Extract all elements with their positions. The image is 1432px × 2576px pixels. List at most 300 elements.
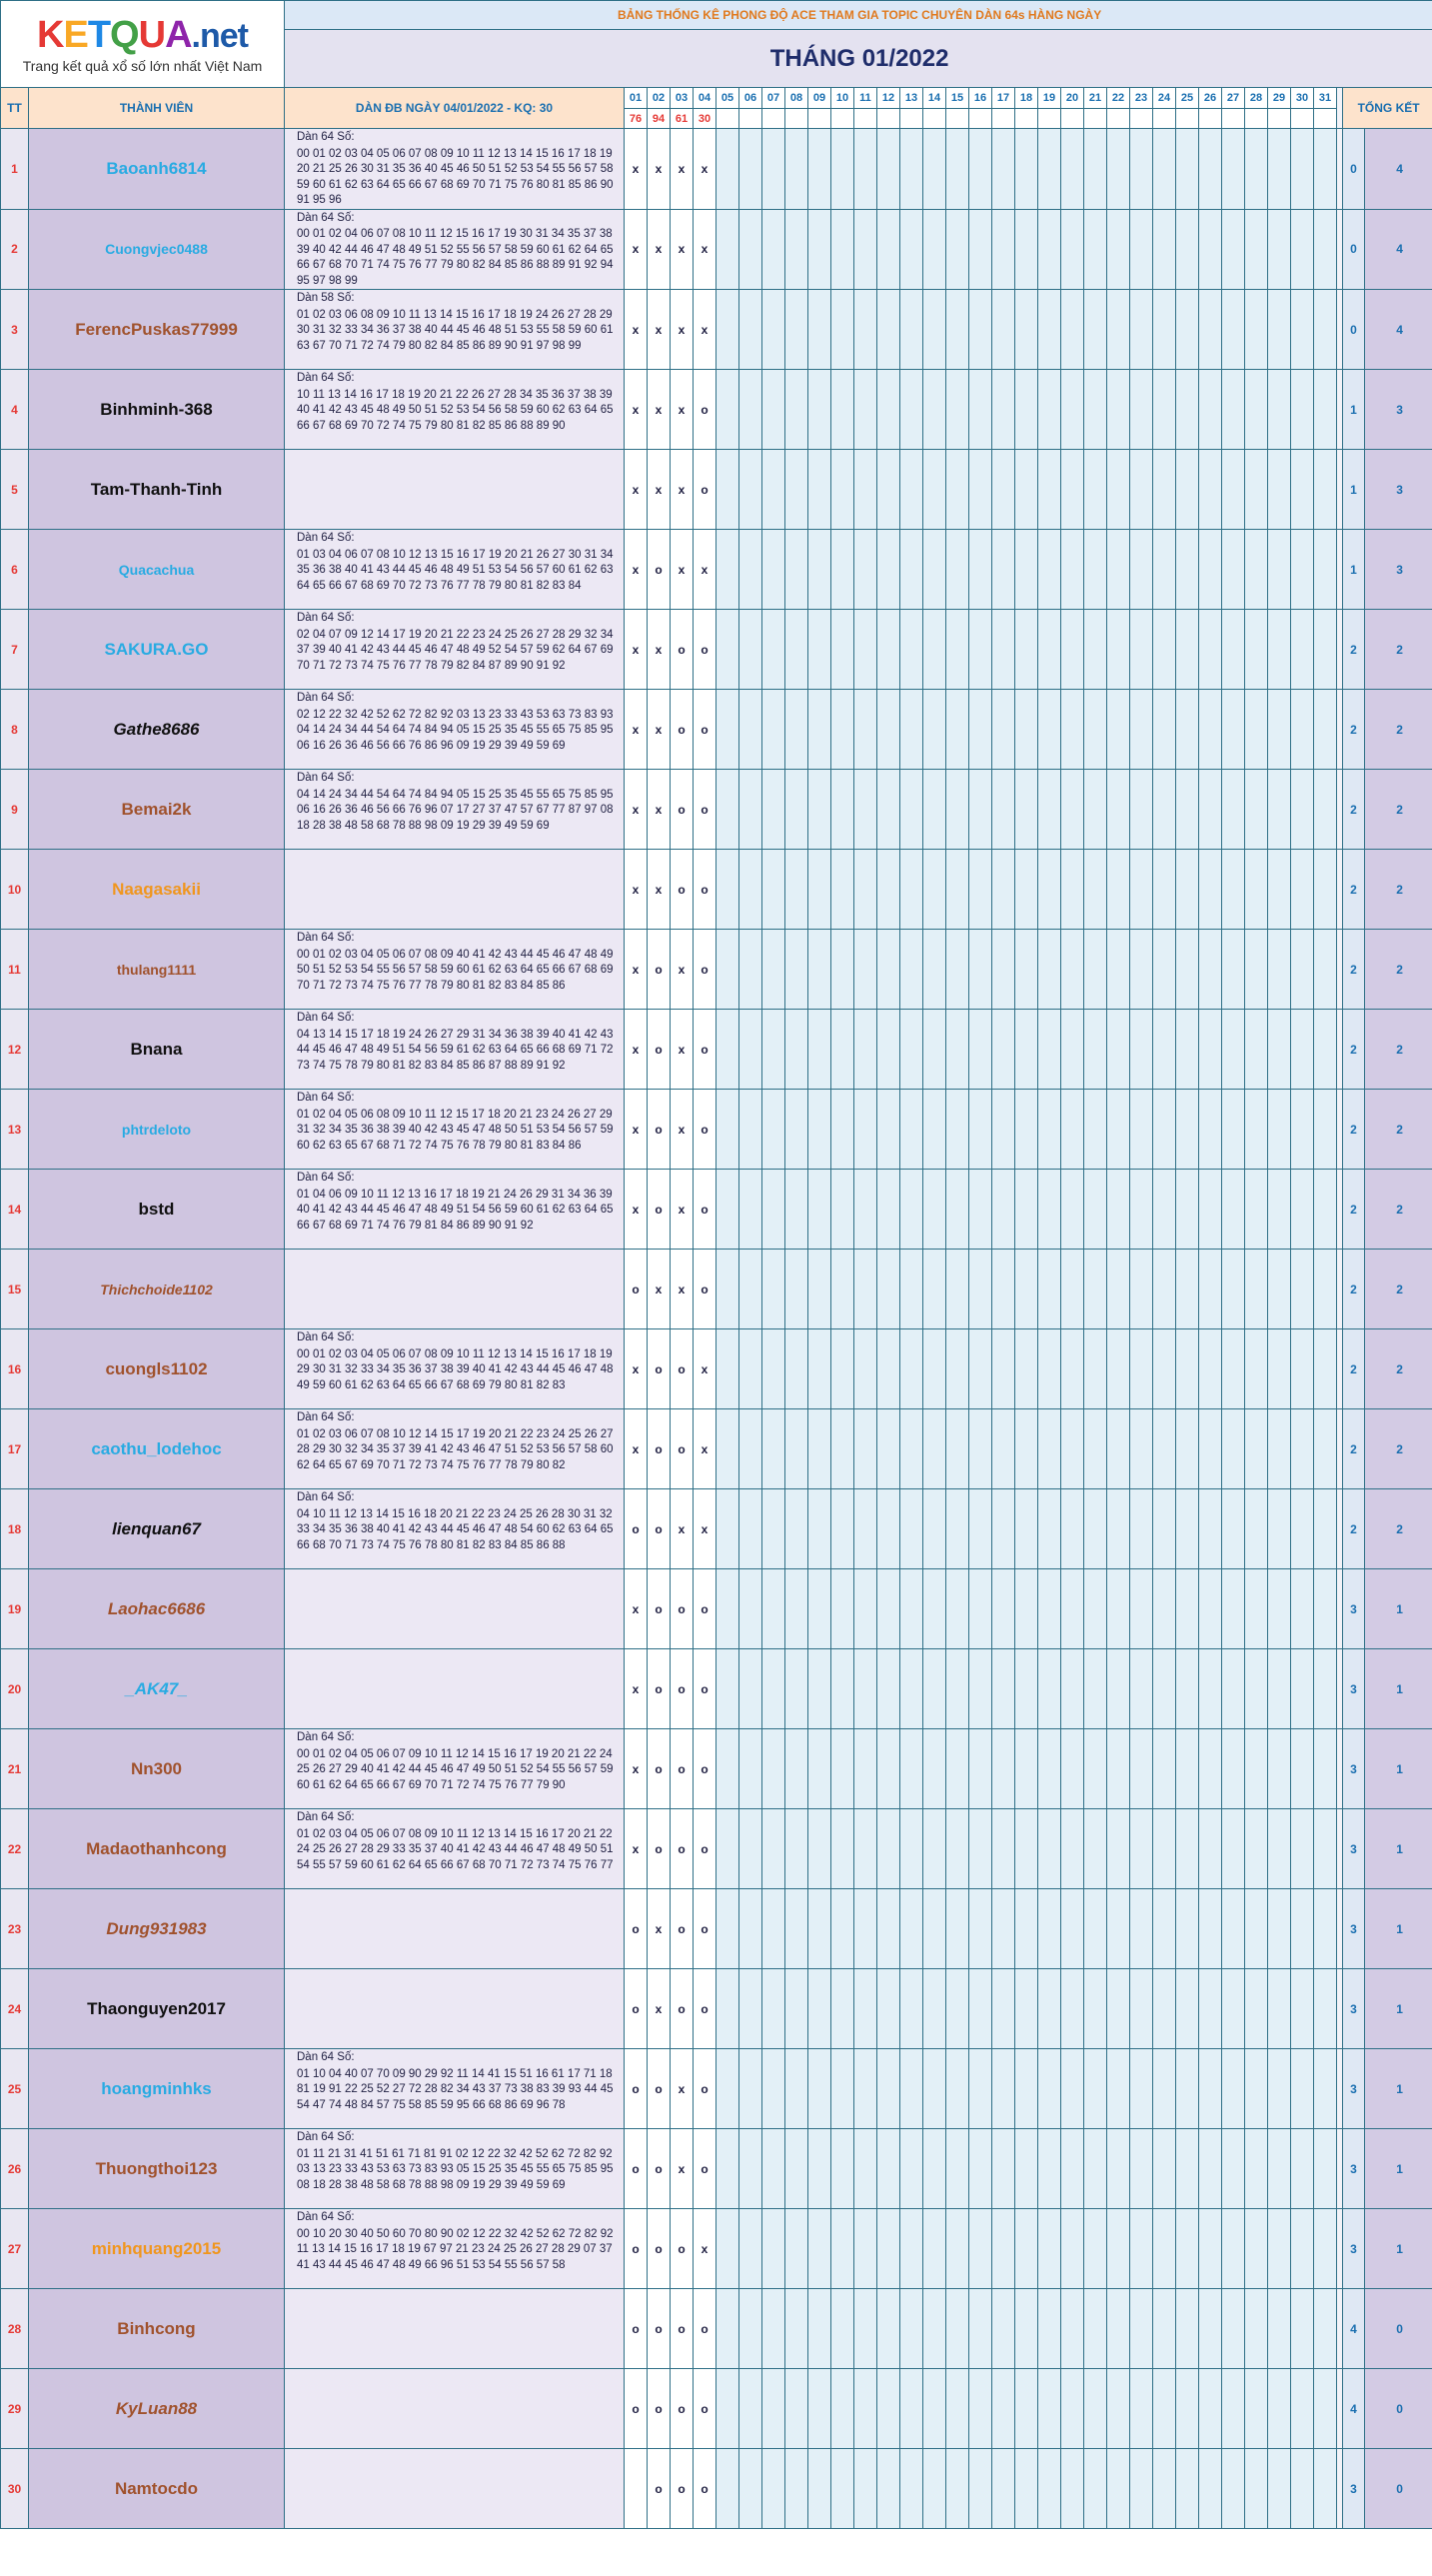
day-mark-cell [785, 690, 808, 770]
member-name[interactable]: Dung931983 [29, 1889, 285, 1969]
day-mark-cell [1153, 1170, 1176, 1250]
day-mark-cell [900, 770, 923, 850]
member-name[interactable]: lienquan67 [29, 1489, 285, 1569]
day-mark-cell [1107, 770, 1130, 850]
day-mark-cell: o [648, 2369, 671, 2449]
day-mark-cell: o [671, 1409, 694, 1489]
day-mark-cell [1199, 610, 1222, 690]
table-row [1, 370, 1432, 450]
day-mark-cell [1061, 1329, 1084, 1409]
day-mark-cell [1176, 1889, 1199, 1969]
day-mark-cell [969, 129, 992, 210]
day-mark-cell [877, 1010, 900, 1090]
day-mark-cell [1268, 530, 1291, 610]
result-cell-08 [785, 109, 808, 129]
day-mark-cell [1291, 450, 1314, 530]
total-miss: 2 [1365, 690, 1432, 770]
day-mark-cell: x [625, 1729, 648, 1809]
row-number: 28 [1, 2289, 29, 2369]
day-mark-cell [946, 2209, 969, 2289]
day-mark-cell [854, 1090, 877, 1170]
day-mark-cell [923, 129, 946, 210]
day-mark-cell [900, 1489, 923, 1569]
day-mark-cell: o [648, 530, 671, 610]
total-correct: 2 [1343, 850, 1365, 930]
day-mark-cell [1015, 1409, 1038, 1489]
day-mark-cell: o [671, 770, 694, 850]
day-mark-cell [1176, 1809, 1199, 1889]
dan-title: Dàn 64 Số: [297, 1092, 355, 1104]
member-name[interactable]: SAKURA.GO [29, 610, 285, 690]
day-mark-cell [739, 1250, 762, 1329]
day-mark-cell [1199, 450, 1222, 530]
day-mark-cell [1199, 2449, 1222, 2529]
day-mark-cell [900, 850, 923, 930]
day-mark-cell: o [694, 1569, 716, 1649]
day-mark-cell [969, 1170, 992, 1250]
member-name[interactable]: Quacachua [29, 530, 285, 610]
day-mark-cell [1015, 209, 1038, 290]
day-mark-cell [969, 450, 992, 530]
day-mark-cell [1176, 2369, 1199, 2449]
day-mark-cell [1130, 1649, 1153, 1729]
total-miss: 2 [1365, 1090, 1432, 1170]
day-mark-cell [762, 770, 785, 850]
dan-numbers-cell [285, 2129, 625, 2209]
day-mark-cell [808, 690, 831, 770]
table-row [1, 1969, 1432, 2049]
day-mark-cell [1153, 930, 1176, 1010]
day-mark-cell [1015, 1010, 1038, 1090]
day-mark-cell [1222, 209, 1245, 290]
member-name[interactable]: Bemai2k [29, 770, 285, 850]
day-mark-cell [716, 129, 739, 210]
day-mark-cell [1084, 1010, 1107, 1090]
day-mark-cell [1314, 1649, 1337, 1729]
row-number: 12 [1, 1010, 29, 1090]
member-name[interactable]: Binhcong [29, 2289, 285, 2369]
day-mark-cell: x [648, 450, 671, 530]
day-mark-cell [1268, 129, 1291, 210]
day-mark-cell [1015, 1170, 1038, 1250]
day-mark-cell [1015, 1329, 1038, 1409]
total-miss: 3 [1365, 450, 1432, 530]
day-mark-cell [1268, 290, 1291, 370]
dan-numbers: 01 11 21 31 41 51 61 71 81 91 02 12 22 32 42 52 62 72 82 92 03 13 23 33 43 53 63 73 83 93 05 15 25 35 45 55 65 75 85 95 08 18 28 38 48 58 68 78 88 98 09 19 29 39 49 59 69 [297, 2147, 614, 2191]
day-mark-cell [1245, 1969, 1268, 2049]
day-mark-cell [1176, 610, 1199, 690]
day-header-24: 24 [1153, 88, 1176, 109]
table-row [1, 690, 1432, 770]
day-mark-cell [1061, 690, 1084, 770]
day-mark-cell [1084, 2129, 1107, 2209]
day-mark-cell [1130, 850, 1153, 930]
day-mark-cell [992, 1010, 1015, 1090]
result-cell-30 [1291, 109, 1314, 129]
day-mark-cell: o [671, 1329, 694, 1409]
day-mark-cell [992, 129, 1015, 210]
day-mark-cell [1153, 450, 1176, 530]
day-mark-cell [1038, 1809, 1061, 1889]
day-mark-cell [1245, 530, 1268, 610]
day-mark-cell [1176, 2209, 1199, 2289]
day-mark-cell [1107, 1010, 1130, 1090]
member-name[interactable]: Thaonguyen2017 [29, 1969, 285, 2049]
day-mark-cell: o [694, 1969, 716, 2049]
day-mark-cell [1245, 1329, 1268, 1409]
day-mark-cell [716, 1969, 739, 2049]
table-row [1, 1569, 1432, 1649]
day-mark-cell [1314, 370, 1337, 450]
member-name[interactable]: Binhminh-368 [29, 370, 285, 450]
day-mark-cell [831, 2369, 854, 2449]
day-mark-cell [1038, 1649, 1061, 1729]
day-header-06: 06 [739, 88, 762, 109]
row-number: 3 [1, 290, 29, 370]
day-header-08: 08 [785, 88, 808, 109]
day-mark-cell [1268, 1729, 1291, 1809]
result-cell-16 [969, 109, 992, 129]
day-mark-cell [877, 1649, 900, 1729]
day-mark-cell [1038, 2369, 1061, 2449]
day-mark-cell [831, 209, 854, 290]
day-mark-cell [1061, 1250, 1084, 1329]
dan-numbers [285, 1251, 624, 1252]
day-mark-cell [785, 1250, 808, 1329]
day-mark-cell: x [694, 1329, 716, 1409]
day-mark-cell [1130, 1969, 1153, 2049]
day-mark-cell [1038, 610, 1061, 690]
day-mark-cell [1291, 370, 1314, 450]
day-mark-cell [1061, 1409, 1084, 1489]
day-mark-cell: o [648, 2209, 671, 2289]
day-header-16: 16 [969, 88, 992, 109]
day-mark-cell [716, 690, 739, 770]
day-mark-cell [808, 850, 831, 930]
day-mark-cell [923, 290, 946, 370]
day-mark-cell [739, 1090, 762, 1170]
day-mark-cell [1314, 1569, 1337, 1649]
result-cell-22 [1107, 109, 1130, 129]
day-mark-cell [808, 930, 831, 1010]
member-name[interactable]: Tam-Thanh-Tinh [29, 450, 285, 530]
day-mark-cell [1314, 129, 1337, 210]
day-mark-cell [1176, 1729, 1199, 1809]
member-name[interactable]: Namtocdo [29, 2449, 285, 2529]
day-mark-cell [1314, 1889, 1337, 1969]
day-mark-cell [739, 1889, 762, 1969]
dan-numbers: 00 01 02 04 05 06 07 09 10 11 12 14 15 16 17 19 20 21 22 24 25 26 27 29 40 41 42 44 45 46 47 49 50 51 52 54 55 56 57 59 60 61 62 64 65 66 67 69 70 71 72 74 75 76 77 79 90 [297, 1747, 614, 1791]
day-mark-cell [1038, 690, 1061, 770]
day-mark-cell [1291, 209, 1314, 290]
day-mark-cell [1222, 1729, 1245, 1809]
day-mark-cell [854, 1010, 877, 1090]
day-mark-cell [831, 1010, 854, 1090]
day-mark-cell [1176, 2129, 1199, 2209]
member-name[interactable]: FerencPuskas77999 [29, 290, 285, 370]
day-mark-cell [1130, 290, 1153, 370]
day-mark-cell [1176, 1329, 1199, 1409]
day-mark-cell: o [625, 1889, 648, 1969]
day-mark-cell: x [648, 209, 671, 290]
day-mark-cell [1245, 610, 1268, 690]
day-mark-cell [877, 1489, 900, 1569]
day-mark-cell [1245, 1809, 1268, 1889]
day-mark-cell [992, 1809, 1015, 1889]
day-mark-cell [877, 1250, 900, 1329]
dan-numbers-cell [285, 2369, 625, 2449]
day-mark-cell [877, 770, 900, 850]
day-mark-cell [1314, 770, 1337, 850]
row-number: 19 [1, 1569, 29, 1649]
day-header-11: 11 [854, 88, 877, 109]
day-mark-cell [808, 2129, 831, 2209]
day-mark-cell [877, 2209, 900, 2289]
day-mark-cell [854, 770, 877, 850]
member-name[interactable]: caothu_lodehoc [29, 1409, 285, 1489]
row-number: 10 [1, 850, 29, 930]
member-name[interactable]: bstd [29, 1170, 285, 1250]
day-mark-cell [946, 690, 969, 770]
day-mark-cell [831, 770, 854, 850]
total-correct: 2 [1343, 770, 1365, 850]
day-mark-cell [1314, 1010, 1337, 1090]
member-name[interactable]: Gathe8686 [29, 690, 285, 770]
day-mark-cell [992, 1329, 1015, 1409]
result-cell-26 [1199, 109, 1222, 129]
dan-title: Dàn 64 Số: [297, 1172, 355, 1184]
day-mark-cell [1222, 1250, 1245, 1329]
dan-title: Dàn 64 Số: [297, 1731, 355, 1743]
day-mark-cell [739, 930, 762, 1010]
day-mark-cell [739, 1649, 762, 1729]
day-mark-cell [808, 1329, 831, 1409]
day-mark-cell [1176, 530, 1199, 610]
member-name[interactable]: Madaothanhcong [29, 1809, 285, 1889]
day-mark-cell: x [648, 1889, 671, 1969]
dan-numbers: 00 01 02 04 06 07 08 10 11 12 15 16 17 19 30 31 34 35 37 38 39 40 42 44 46 47 48 49 51 52 55 56 57 58 59 60 61 62 64 65 66 67 68 70 71 74 75 76 77 79 80 82 84 85 86 88 89 91 92 94 95 97 98 99 [297, 228, 614, 287]
day-mark-cell [808, 2289, 831, 2369]
day-mark-cell [808, 2449, 831, 2529]
day-mark-cell [992, 1489, 1015, 1569]
day-mark-cell [877, 370, 900, 450]
dan-title: Dàn 64 Số: [297, 2131, 355, 2143]
dan-numbers-cell [285, 610, 625, 690]
day-mark-cell [992, 2049, 1015, 2129]
day-mark-cell [946, 1489, 969, 1569]
day-mark-cell [808, 1889, 831, 1969]
day-mark-cell [762, 530, 785, 610]
table-row [1, 2209, 1432, 2289]
member-name[interactable]: minhquang2015 [29, 2209, 285, 2289]
member-name[interactable]: Thuongthoi123 [29, 2129, 285, 2209]
member-name[interactable]: hoangminhks [29, 2049, 285, 2129]
dan-numbers-cell [285, 370, 625, 450]
day-header-18: 18 [1015, 88, 1038, 109]
day-mark-cell [923, 2369, 946, 2449]
row-number: 6 [1, 530, 29, 610]
day-mark-cell [900, 1170, 923, 1250]
day-mark-cell [923, 209, 946, 290]
day-mark-cell [946, 1569, 969, 1649]
table-row [1, 1809, 1432, 1889]
day-mark-cell [854, 1329, 877, 1409]
day-mark-cell [992, 370, 1015, 450]
day-mark-cell [1222, 1170, 1245, 1250]
day-mark-cell [716, 530, 739, 610]
day-mark-cell: x [648, 850, 671, 930]
day-mark-cell [1268, 1569, 1291, 1649]
day-mark-cell [762, 209, 785, 290]
day-mark-cell [1038, 1969, 1061, 2049]
result-cell-28 [1245, 109, 1268, 129]
day-mark-cell [1061, 930, 1084, 1010]
total-correct: 4 [1343, 2369, 1365, 2449]
member-name[interactable]: Laohac6686 [29, 1569, 285, 1649]
day-mark-cell [785, 129, 808, 210]
logo-tagline: Trang kết quả xổ số lớn nhất Việt Nam [22, 57, 263, 74]
day-mark-cell [1084, 1729, 1107, 1809]
day-mark-cell [1153, 1649, 1176, 1729]
day-mark-cell [1176, 370, 1199, 450]
day-mark-cell [1107, 1170, 1130, 1250]
day-mark-cell [1199, 370, 1222, 450]
row-number: 11 [1, 930, 29, 1010]
day-mark-cell [854, 1489, 877, 1569]
result-cell-07 [762, 109, 785, 129]
day-mark-cell [1084, 690, 1107, 770]
day-mark-cell: o [694, 1729, 716, 1809]
day-header-31: 31 [1314, 88, 1337, 109]
day-mark-cell [739, 370, 762, 450]
day-mark-cell [1268, 1250, 1291, 1329]
day-mark-cell [739, 129, 762, 210]
member-name[interactable]: Nn300 [29, 1729, 285, 1809]
result-cell-11 [854, 109, 877, 129]
day-mark-cell: x [625, 1569, 648, 1649]
member-name[interactable]: cuongls1102 [29, 1329, 285, 1409]
day-mark-cell [1291, 1250, 1314, 1329]
day-mark-cell [854, 530, 877, 610]
day-mark-cell [946, 1729, 969, 1809]
day-mark-cell [900, 450, 923, 530]
day-mark-cell [1314, 610, 1337, 690]
day-mark-cell [969, 2049, 992, 2129]
day-mark-cell: o [671, 2209, 694, 2289]
day-mark-cell: o [648, 930, 671, 1010]
day-mark-cell: o [648, 1809, 671, 1889]
day-mark-cell [739, 450, 762, 530]
day-mark-cell [1291, 290, 1314, 370]
day-mark-cell [762, 1729, 785, 1809]
day-mark-cell [808, 1969, 831, 2049]
member-name[interactable]: _AK47_ [29, 1649, 285, 1729]
day-mark-cell [1038, 129, 1061, 210]
day-mark-cell [1245, 1409, 1268, 1489]
month-title: THÁNG 01/2022 [285, 30, 1432, 88]
day-mark-cell [831, 1090, 854, 1170]
day-mark-cell [1153, 370, 1176, 450]
member-name[interactable]: Cuongvjec0488 [29, 209, 285, 290]
day-mark-cell [923, 2049, 946, 2129]
dan-numbers-cell [285, 690, 625, 770]
day-mark-cell [877, 1969, 900, 2049]
day-mark-cell [1038, 1250, 1061, 1329]
dan-numbers: 01 02 03 06 07 08 10 12 14 15 17 19 20 21 22 23 24 25 26 27 28 29 30 32 34 35 37 39 41 42 43 46 47 51 52 53 56 57 58 60 62 64 65 67 69 70 71 72 73 74 75 76 77 78 79 80 82 [297, 1427, 614, 1471]
day-mark-cell [1199, 2289, 1222, 2369]
day-mark-cell [946, 1250, 969, 1329]
day-mark-cell [992, 930, 1015, 1010]
total-correct: 3 [1343, 2449, 1365, 2529]
day-mark-cell [1199, 1969, 1222, 2049]
dan-numbers-cell [285, 2289, 625, 2369]
day-mark-cell [785, 530, 808, 610]
day-mark-cell [1199, 1250, 1222, 1329]
day-mark-cell [1061, 129, 1084, 210]
day-mark-cell [808, 1489, 831, 1569]
day-mark-cell [785, 1569, 808, 1649]
day-mark-cell [1291, 1889, 1314, 1969]
day-mark-cell [1015, 290, 1038, 370]
day-mark-cell: o [694, 2129, 716, 2209]
day-mark-cell: x [648, 370, 671, 450]
day-mark-cell [1245, 2129, 1268, 2209]
day-mark-cell [877, 450, 900, 530]
member-name[interactable]: Naagasakii [29, 850, 285, 930]
day-mark-cell: x [671, 450, 694, 530]
day-mark-cell [969, 610, 992, 690]
member-name[interactable]: Thichchoide1102 [29, 1250, 285, 1329]
result-cell-18 [1015, 109, 1038, 129]
day-mark-cell: x [625, 370, 648, 450]
day-mark-cell [1153, 1809, 1176, 1889]
day-mark-cell [1084, 1170, 1107, 1250]
day-mark-cell [1245, 2449, 1268, 2529]
day-header-05: 05 [716, 88, 739, 109]
day-mark-cell: x [671, 290, 694, 370]
member-name[interactable]: thulang1111 [29, 930, 285, 1010]
day-mark-cell [1107, 930, 1130, 1010]
row-number: 5 [1, 450, 29, 530]
member-name[interactable]: KyLuan88 [29, 2369, 285, 2449]
day-mark-cell [762, 1889, 785, 1969]
day-mark-cell [1038, 1729, 1061, 1809]
day-mark-cell: o [648, 1409, 671, 1489]
dan-title: Dàn 64 Số: [297, 1012, 355, 1024]
dan-numbers: 01 03 04 06 07 08 10 12 13 15 16 17 19 20 21 26 27 30 31 34 35 36 38 40 41 43 44 45 46 48 49 51 53 54 56 57 60 61 62 63 64 65 66 67 68 69 70 72 73 76 77 78 79 80 81 82 83 84 [297, 548, 614, 592]
day-mark-cell [877, 1409, 900, 1489]
member-name[interactable]: Bnana [29, 1010, 285, 1090]
day-mark-cell [1314, 1329, 1337, 1409]
day-mark-cell [1061, 1649, 1084, 1729]
day-mark-cell [1245, 930, 1268, 1010]
day-mark-cell [1222, 1969, 1245, 2049]
day-mark-cell [923, 1729, 946, 1809]
day-mark-cell: x [671, 1010, 694, 1090]
day-mark-cell [1130, 450, 1153, 530]
row-number: 9 [1, 770, 29, 850]
day-mark-cell [1268, 1090, 1291, 1170]
day-mark-cell [1015, 2049, 1038, 2129]
site-logo[interactable] [1, 1, 284, 87]
member-name[interactable]: phtrdeloto [29, 1090, 285, 1170]
day-mark-cell: o [625, 1969, 648, 2049]
day-mark-cell [808, 1649, 831, 1729]
day-mark-cell [1061, 2049, 1084, 2129]
member-name[interactable]: Baoanh6814 [29, 129, 285, 210]
day-mark-cell [762, 1329, 785, 1409]
day-mark-cell [923, 1250, 946, 1329]
